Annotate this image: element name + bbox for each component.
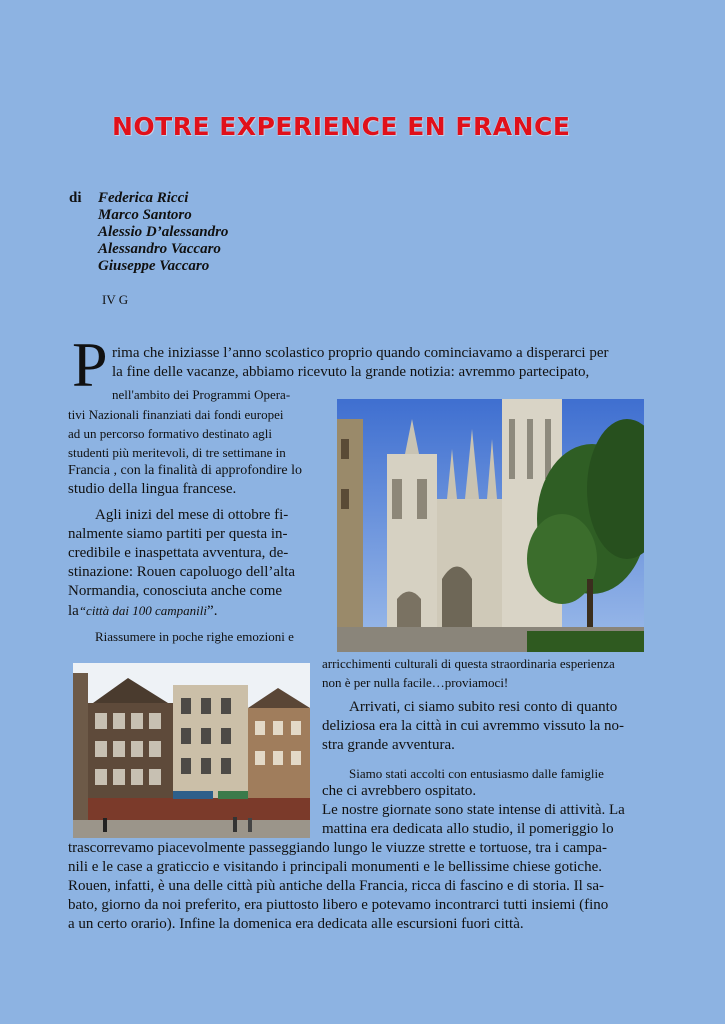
author-name: Alessandro Vaccaro (98, 241, 221, 257)
body-line: tivi Nazionali finanziati dai fondi europei (68, 407, 284, 422)
body-line: arricchimenti culturali di questa straordinaria esperienza (322, 656, 615, 671)
body-line: deliziosa era la città in cui avremmo vissuto la no- (322, 718, 624, 734)
body-line: Normandia, conosciuta anche come (68, 583, 283, 599)
body-line: la fine delle vacanze, abbiamo ricevuto la grande notizia: avremmo partecipato, (112, 364, 590, 380)
body-line (68, 601, 217, 621)
body-line: trascorrevamo piacevolmente passeggiando lungo le viuzze strette e tortuose, tra i campa- (68, 840, 607, 856)
body-line: Le nostre giornate sono state intense di attività. La (322, 802, 625, 818)
body-line: nell'ambito dei Programmi Opera- (112, 387, 291, 402)
page-title: NOTRE EXPERIENCE EN FRANCE (112, 112, 571, 141)
body-line: studio della lingua francese. (68, 481, 237, 497)
body-line: bato, giorno da noi preferito, era piuttosto libero e potevamo incontrarci tutti insiemi (fino (68, 897, 609, 913)
body-line: nili e le case a graticcio e visitando i principali monumenti e le bellissime chiese gotiche. (68, 859, 602, 875)
author-name: Giuseppe Vaccaro (98, 258, 210, 274)
body-line: nalmente siamo partiti per questa in- (68, 526, 288, 542)
body-text: ”. (207, 603, 218, 619)
author-name: Marco Santoro (98, 207, 192, 223)
body-line: non è per nulla facile…proviamoci! (322, 675, 509, 690)
body-line: credibile e inaspettata avventura, de- (68, 545, 289, 561)
body-line: Siamo stati accolti con entusiasmo dalle famiglie (349, 766, 604, 781)
body-line: Arrivati, ci siamo subito resi conto di quanto (349, 699, 618, 715)
body-line: stra grande avventura. (322, 737, 455, 753)
timbered-houses-photo (73, 663, 310, 838)
author-name: Alessio D’alessandro (98, 224, 229, 240)
cathedral-photo (337, 399, 644, 652)
authors-list (98, 190, 228, 275)
body-line: mattina era dedicata allo studio, il pomeriggio lo (322, 821, 614, 837)
drop-cap: P (72, 329, 108, 400)
quoted-nickname: “città dai 100 campanili (78, 603, 208, 618)
body-line: Francia , con la finalità di approfondire lo (68, 463, 303, 478)
body-line: a un certo orario). Infine la domenica era dedicata alle escursioni fuori città. (68, 916, 524, 932)
author-name: Federica Ricci (98, 190, 189, 206)
body-line: che ci avrebbero ospitato. (322, 783, 477, 799)
body-line: Riassumere in poche righe emozioni e (95, 629, 294, 644)
body-line: rima che iniziasse l’anno scolastico proprio quando cominciavamo a disperarci per (112, 345, 609, 361)
body-text: la (68, 603, 79, 619)
class-label: IV G (102, 292, 129, 307)
authors-label: di (69, 190, 82, 206)
body-line: studenti più meritevoli, di tre settimane in (68, 445, 286, 460)
body-line: Rouen, infatti, è una delle città più antiche della Francia, ricca di fascino e di storia. Il sa- (68, 878, 605, 894)
body-line: ad un percorso formativo destinato agli (68, 426, 272, 441)
body-line: stinazione: Rouen capoluogo dell’alta (68, 564, 296, 580)
body-line: Agli inizi del mese di ottobre fi- (95, 507, 289, 523)
